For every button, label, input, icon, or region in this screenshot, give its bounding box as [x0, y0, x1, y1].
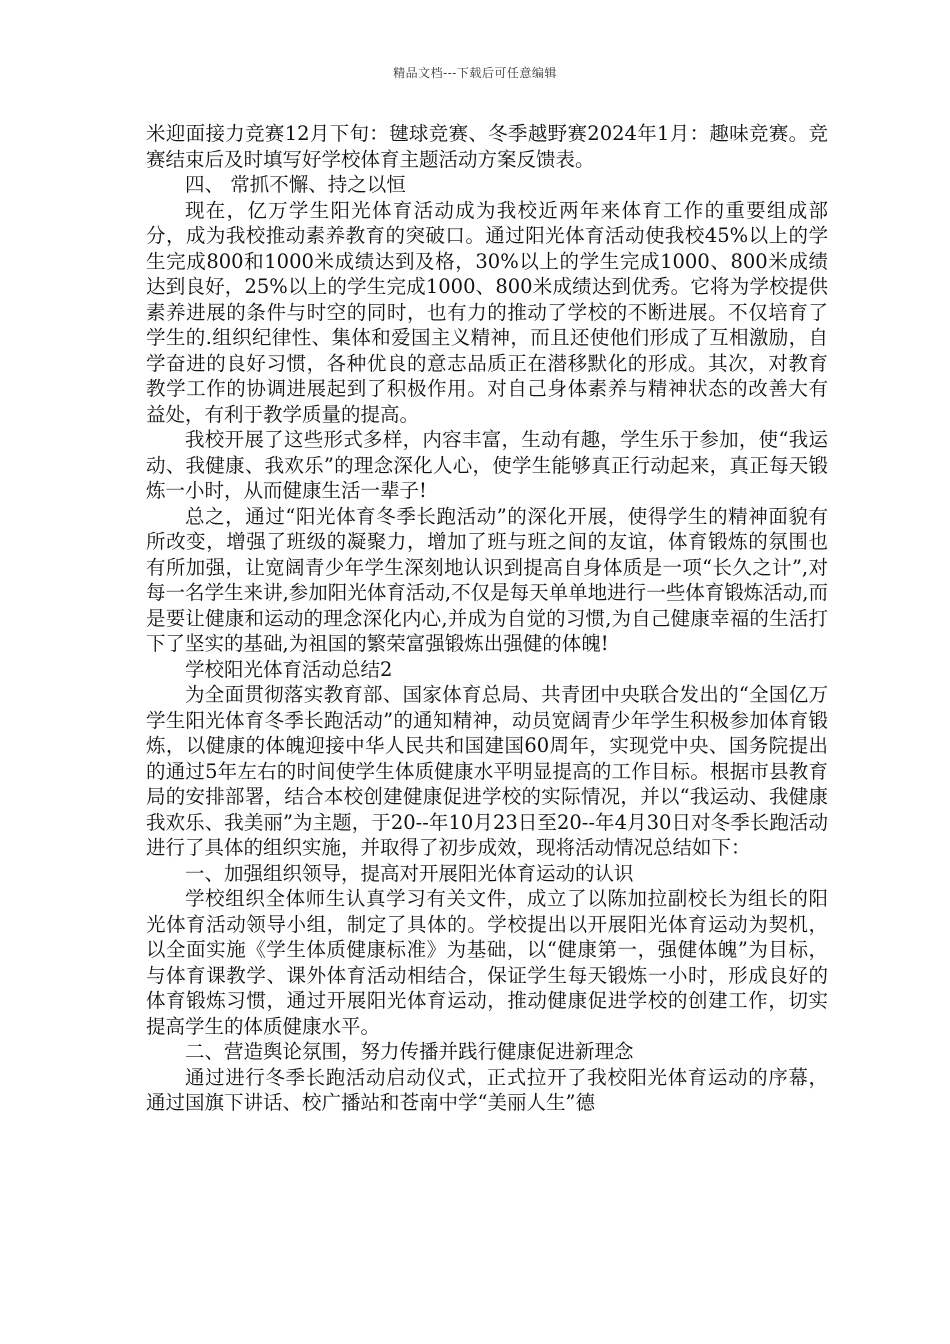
paragraph: 我校开展了这些形式多样，内容丰富，生动有趣，学生乐于参加，使“我运动、我健康、我欢乐”的理念深化人心，使学生能够真正行动起来，真正每天锻炼一小时，从而健康生活一辈子!	[146, 428, 828, 502]
page-header: 精品文档---下载后可任意编辑	[393, 66, 557, 80]
paragraph: 现在，亿万学生阳光体育活动成为我校近两年来体育工作的重要组成部分，成为我校推动素养教育的突破口。通过阳光体育活动使我校45%以上的学生完成800和1000米成绩达到及格，30%以上的学生完成1000、800米成绩达到良好，25%以上的学生完成1000、800米成绩达到优秀。它将为学校提供素养进展的条件与时空的同时，也有力的推动了学校的不断进展。不仅培育了学生的.组织纪律性、集体和爱国主义精神，而且还使他们形成了互相激励，自学奋进的良好习惯，各种优良的意志品质正在潜移默化的形成。其次，对教育教学工作的协调进展起到了积极作用。对自己身体素养与精神状态的改善大有益处，有利于教学质量的提高。	[146, 198, 828, 426]
paragraph-continuation: 米迎面接力竞赛12月下旬：毽球竞赛、冬季越野赛2024年1月：趣味竞赛。竞赛结束后及时填写好学校体育主题活动方案反馈表。	[146, 122, 828, 171]
paragraph: 学校组织全体师生认真学习有关文件，成立了以陈加拉副校长为组长的阳光体育活动领导小组，制定了具体的。学校提出以开展阳光体育运动为契机，以全面实施《学生体质健康标准》为基础，以“健康第一，强健体魄”为目标，与体育课教学、课外体育活动相结合，保证学生每天锻炼一小时，形成良好的体育锻炼习惯，通过开展阳光体育运动，推动健康促进学校的创建工作，切实提高学生的体质健康水平。	[146, 887, 828, 1038]
paragraph: 通过进行冬季长跑活动启动仪式，正式拉开了我校阳光体育运动的序幕，通过国旗下讲话、校广播站和苍南中学“美丽人生”德	[146, 1065, 828, 1114]
paragraph: 总之，通过“阳光体育冬季长跑活动”的深化开展，使得学生的精神面貌有所改变，增强了班级的凝聚力，增加了班与班之间的友谊，体育锻炼的氛围也有所加强，让宽阔青少年学生深刻地认识到提高自身体质是一项“长久之计”,对每一名学生来讲,参加阳光体育活动,不仅是每天单单地进行一些体育锻炼活动,而是要让健康和运动的理念深化内心,并成为自觉的习惯,为自己健康幸福的生活打下了坚实的基础,为祖国的繁荣富强锻炼出强健的体魄!	[146, 504, 828, 655]
section-heading-2: 二、营造舆论氛围，努力传播并践行健康促进新理念	[185, 1040, 634, 1063]
document-title-2: 学校阳光体育活动总结2	[185, 657, 393, 681]
document-body	[146, 121, 828, 1116]
paragraph: 为全面贯彻落实教育部、国家体育总局、共青团中央联合发出的“全国亿万学生阳光体育冬季长跑活动”的通知精神，动员宽阔青少年学生积极参加体育锻炼，以健康的体魄迎接中华人民共和国建国60周年，实现党中央、国务院提出的通过5年左右的时间使学生体质健康水平明显提高的工作目标。根据市县教育局的安排部署，结合本校创建健康促进学校的实际情况，并以“我运动、我健康我欢乐、我美丽”为主题，于20--年10月23日至20--年4月30日对冬季长跑活动进行了具体的组织实施，并取得了初步成效，现将活动情况总结如下：	[146, 683, 828, 859]
section-heading-4: 四、 常抓不懈、持之以恒	[185, 173, 406, 196]
section-heading-1: 一、加强组织领导，提高对开展阳光体育运动的认识	[185, 861, 634, 885]
